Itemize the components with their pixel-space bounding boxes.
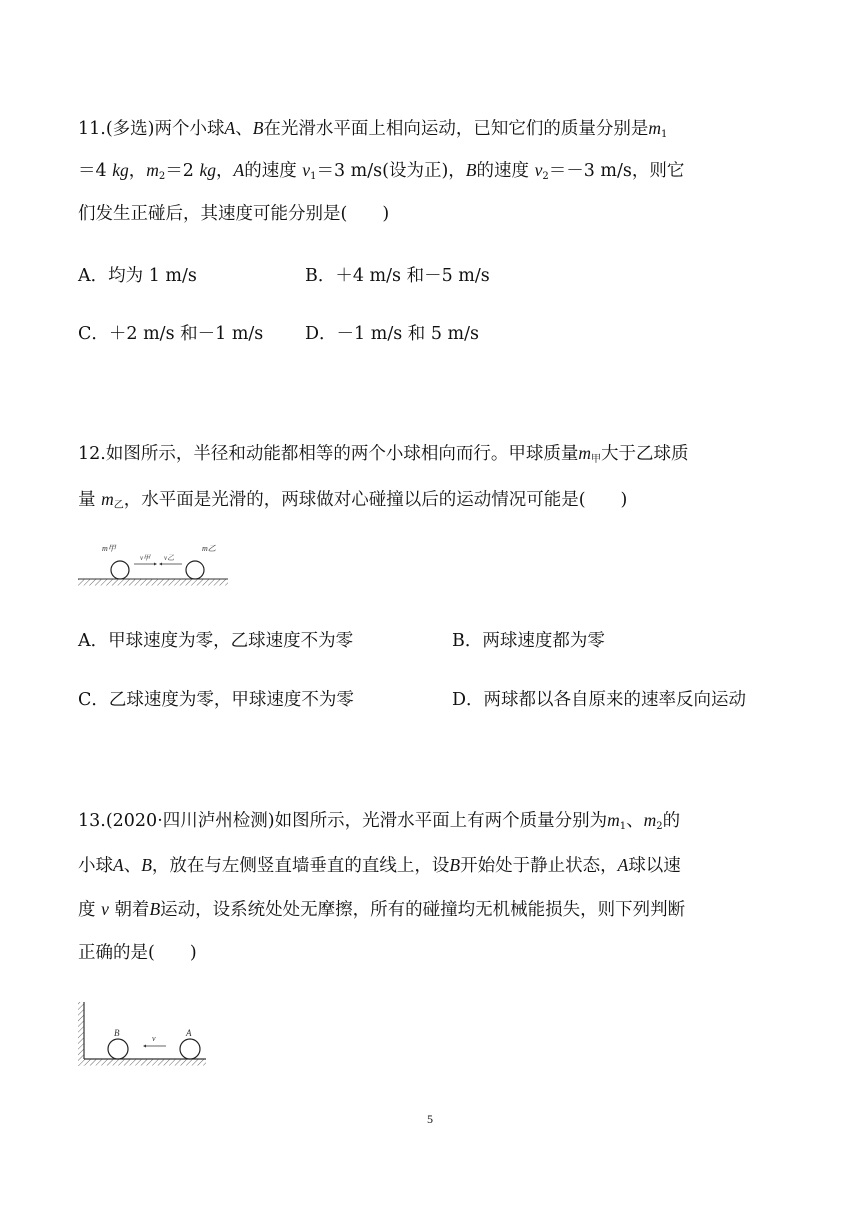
label-m-jia: m甲 [102,544,116,553]
q12-option-c: C．乙球速度为零，甲球速度不为零 [78,690,354,710]
page-number: 5 [427,1112,433,1126]
q13-line-3: 度 v 朝着B运动，设系统处处无摩擦，所有的碰撞均无机械能损失，则下列判断 [78,899,686,920]
ball-jia [111,561,129,579]
q11-option-b: B．＋4 m/s 和－5 m/s [305,266,490,286]
q12-line-1: 12.如图所示，半径和动能都相等的两个小球相向而行。甲球质量$m_甲$大于乙球质 [78,443,689,465]
q12-line-2: 量 $m_乙$，水平面是光滑的，两球做对心碰撞以后的运动情况可能是( ) [78,489,628,511]
q12-option-a: A．甲球速度为零，乙球速度不为零 [78,631,354,651]
q11-option-a: A．均为 1 m/s [78,266,197,286]
ball-a [180,1039,200,1059]
label-a: A [186,1028,192,1038]
q11-option-d: D．－1 m/s 和 5 m/s [305,324,479,344]
label-m-yi: m乙 [202,544,216,553]
q11-line-3: 们发生正碰后，其速度可能分别是( ) [78,204,390,224]
label-v-jia: v甲 [140,554,151,562]
ground-hatch [78,580,228,586]
ball-b [108,1039,128,1059]
two-balls-figure [78,540,230,590]
floor-hatch [84,1060,206,1066]
wall-hatch [78,1002,84,1066]
q13-line-1: 13.(2020·四川泸州检测)如图所示，光滑水平面上有两个质量分别为$m_1$、$m_2$的 [78,810,681,832]
wall-balls-figure [76,1000,208,1070]
q12-option-d: D．两球都以各自原来的速率反向运动 [452,690,747,710]
label-v: v [152,1034,156,1043]
label-v-yi: v乙 [164,554,175,562]
q13-line-2: 小球A、B，放在与左侧竖直墙垂直的直线上，设B开始处于静止状态，A球以速 [78,855,681,876]
ball-yi [186,561,204,579]
q11-option-c: C．＋2 m/s 和－1 m/s [78,324,264,344]
q12-option-b: B．两球速度都为零 [452,631,605,651]
q13-line-4: 正确的是( ) [78,943,197,963]
label-b: B [114,1028,120,1038]
q11-line-1: 11.(多选)两个小球A、B在光滑水平面上相向运动，已知它们的质量分别是$m_1$ [78,118,668,140]
q11-line-2: ＝4 kg，$m_2=2$ kg，A的速度 $v_1=3$ m/s(设为正)，B的速度 $v_2=-3$ m/s，则它 [78,160,685,182]
